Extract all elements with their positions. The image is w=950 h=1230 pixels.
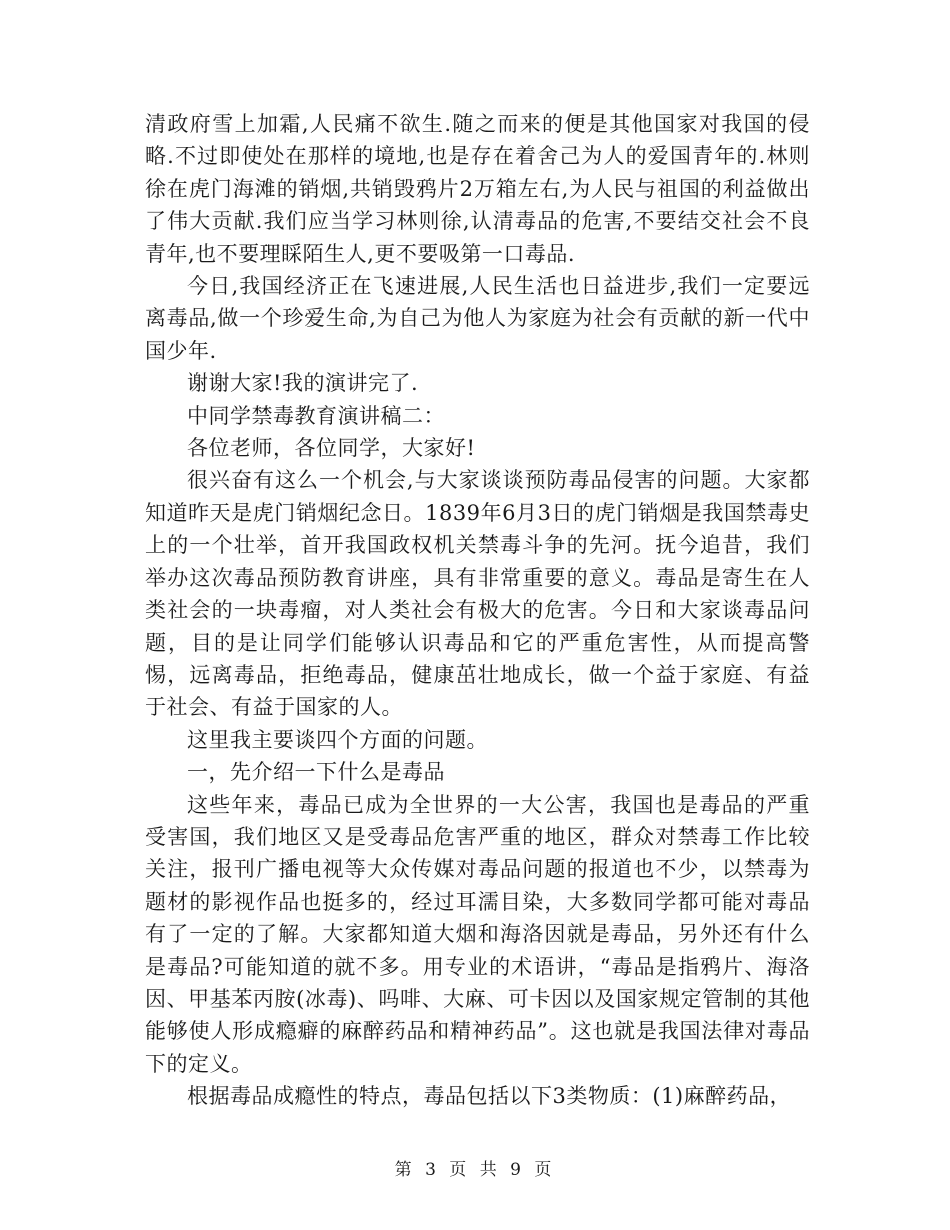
document-body xyxy=(145,108,810,1113)
paragraph-6: 很兴奋有这么一个机会,与大家谈谈预防毒品侵害的问题。大家都知道昨天是虎门销烟纪念日。1839年6月3日的虎门销烟是我国禁毒史上的一个壮举，首开我国政权机关禁毒斗争的先河。抚今追昔，我们举办这次毒品预防教育讲座，具有非常重要的意义。毒品是寄生在人类社会的一块毒瘤，对人类社会有极大的危害。今日和大家谈毒品问题，目的是让同学们能够认识毒品和它的严重危害性，从而提高警惕，远离毒品，拒绝毒品，健康茁壮地成长，做一个益于家庭、有益于社会、有益于国家的人。 xyxy=(145,468,810,720)
paragraph-9: 这些年来，毒品已成为全世界的一大公害，我国也是毒品的严重受害国，我们地区又是受毒品危害严重的地区，群众对禁毒工作比较关注，报刊广播电视等大众传媒对毒品问题的报道也不少，以禁毒为题材的影视作品也挺多的，经过耳濡目染，大多数同学都可能对毒品有了一定的了解。大家都知道大烟和海洛因就是毒品，另外还有什么是毒品?可能知道的就不多。用专业的术语讲，“毒品是指鸦片、海洛因、甲基苯丙胺(冰毒)、吗啡、大麻、可卡因以及国家规定管制的其他能够使人形成瘾癖的麻醉药品和精神药品”。这也就是我国法律对毒品下的定义。 xyxy=(145,792,810,1076)
paragraph-7: 这里我主要谈四个方面的问题。 xyxy=(187,727,488,752)
paragraph-3: 谢谢大家!我的演讲完了. xyxy=(187,371,419,396)
paragraph-10: 根据毒品成瘾性的特点，毒品包括以下3类物质：(1)麻醉药品， xyxy=(187,1084,792,1109)
paragraph-2: 今日,我国经济正在飞速进展,人民生活也日益进步,我们一定要远离毒品,做一个珍爱生命,为自己为他人为家庭为社会有贡献的新一代中国少年. xyxy=(145,274,810,363)
section-heading-1: 一，先介绍一下什么是毒品 xyxy=(187,760,445,785)
page-number-footer: 第 3 页 共 9 页 xyxy=(394,1160,556,1180)
speech-heading: 中同学禁毒教育演讲稿二： xyxy=(187,403,445,428)
paragraph-1: 清政府雪上加霜,人民痛不欲生.随之而来的便是其他国家对我国的侵略.不过即使处在那样的境地,也是存在着舍己为人的爱国青年的.林则徐在虎门海滩的销烟,共销毁鸦片2万箱左右,为人民与祖国的利益做出了伟大贡献.我们应当学习林则徐,认清毒品的危害,不要结交社会不良青年,也不要理睬陌生人,更不要吸第一口毒品. xyxy=(145,112,810,266)
greeting: 各位老师，各位同学，大家好! xyxy=(187,436,476,461)
